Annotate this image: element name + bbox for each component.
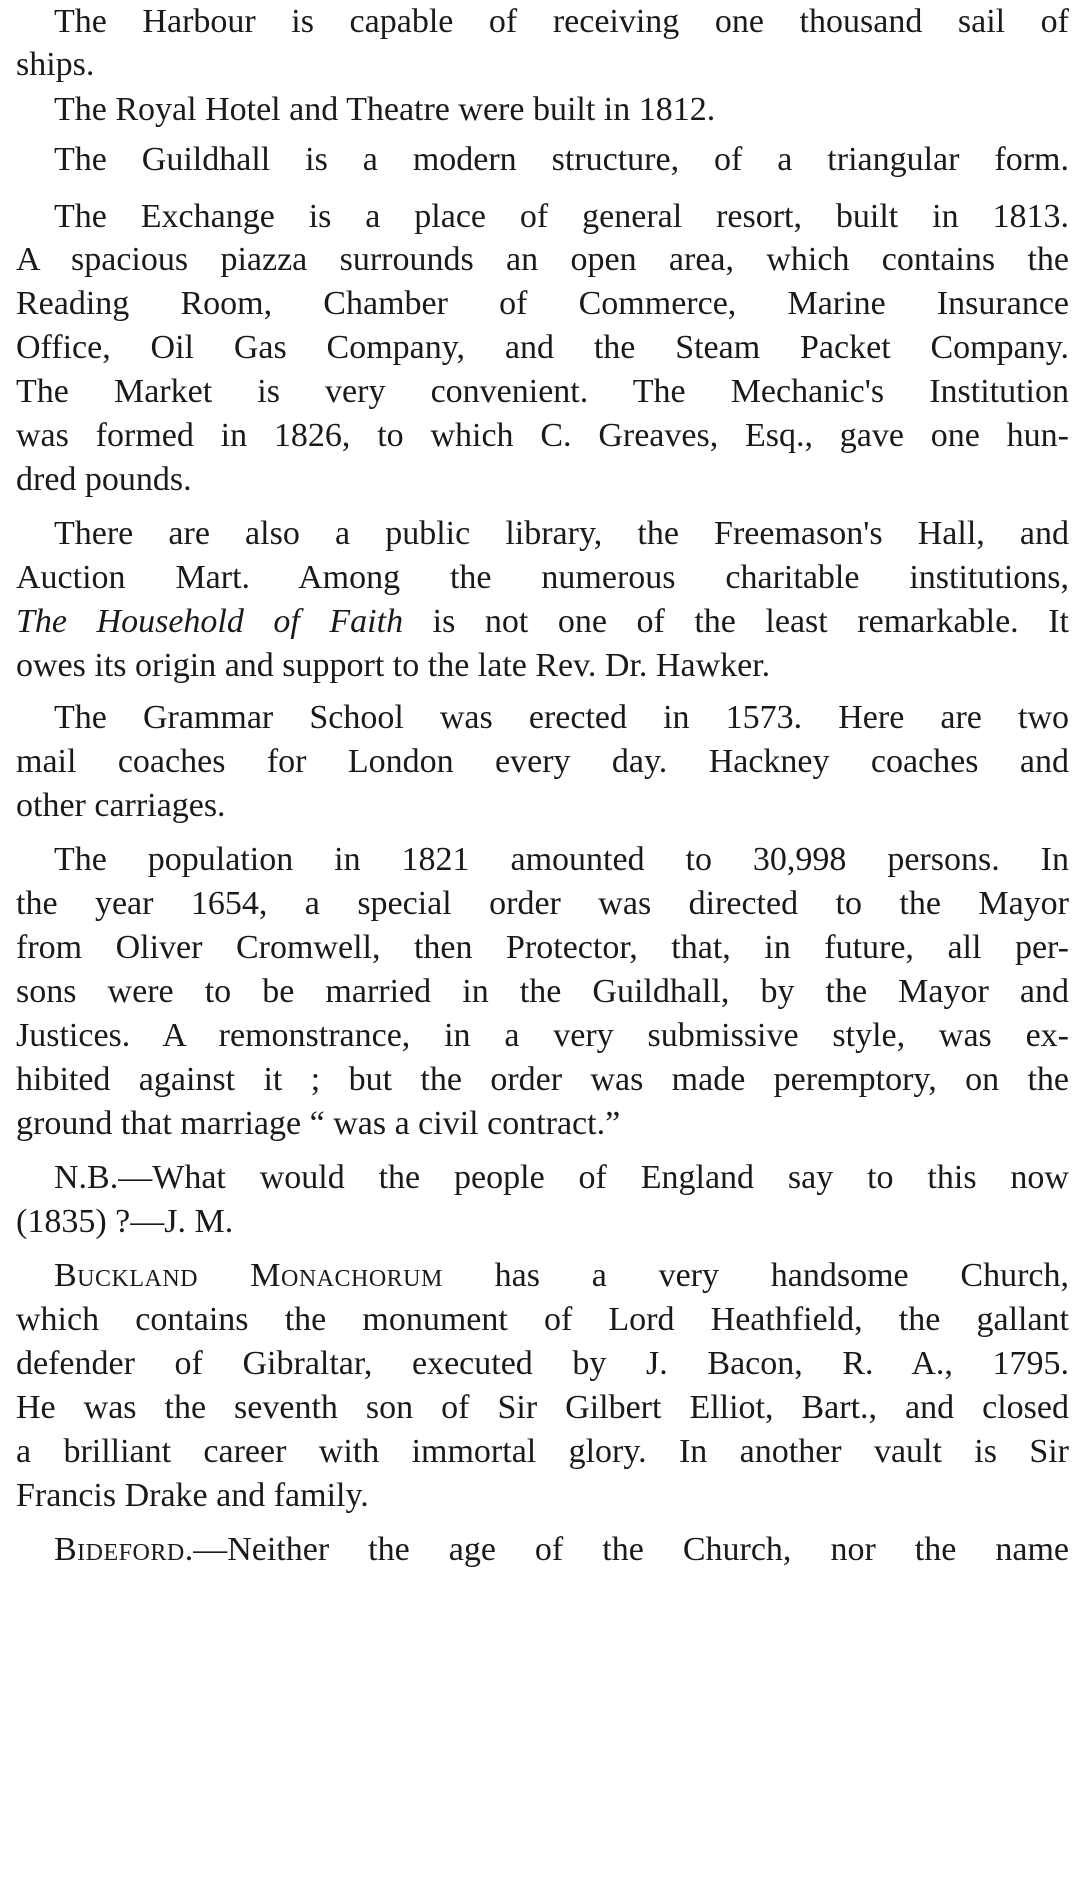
text-line — [16, 416, 1069, 456]
text-line — [16, 928, 1069, 968]
line-text: A spacious piazza surrounds an open area, which contains the — [16, 241, 1069, 278]
italic-title: The Household of Faith — [16, 603, 404, 640]
line-text: dred pounds. — [16, 461, 192, 498]
text-line — [16, 514, 1069, 554]
text-line — [16, 972, 1069, 1012]
line-text: N.B.—What would the people of England say to this now — [54, 1159, 1069, 1196]
text-line — [16, 1060, 1069, 1100]
line-text: the year 1654, a special order was directed to the Mayor — [16, 885, 1069, 922]
text-line — [16, 1530, 1069, 1570]
line-text: from Oliver Cromwell, then Protector, that, in future, all per- — [16, 929, 1069, 966]
text-line — [16, 698, 1069, 738]
text-line — [16, 1202, 1069, 1242]
line-text: The Market is very convenient. The Mechanic's Institution — [16, 373, 1069, 410]
text-line — [16, 328, 1069, 368]
line-text: He was the seventh son of Sir Gilbert Elliot, Bart., and closed — [16, 1389, 1069, 1426]
line-text: hibited against it ; but the order was made peremptory, on the — [16, 1061, 1069, 1098]
line-text: The Royal Hotel and Theatre were built in 1812. — [54, 91, 716, 128]
line-text: ships. — [16, 46, 95, 83]
line-text: The population in 1821 amounted to 30,998 persons. In — [54, 841, 1069, 878]
line-text: owes its origin and support to the late Rev. Dr. Hawker. — [16, 647, 771, 684]
line-text: ground that marriage “ was a civil contract.” — [16, 1105, 621, 1142]
text-line — [16, 1016, 1069, 1056]
text-line — [16, 140, 1069, 180]
text-line — [16, 2, 1069, 42]
text-line — [16, 1256, 1069, 1296]
text-line — [16, 786, 1069, 826]
text-line — [16, 646, 1069, 686]
line-text: sons were to be married in the Guildhall, by the Mayor and — [16, 973, 1069, 1010]
text-line — [16, 460, 1069, 500]
text-line — [16, 1344, 1069, 1384]
line-text: a brilliant career with immortal glory. In another vault is Sir — [16, 1433, 1069, 1470]
line-text: Auction Mart. Among the numerous charitable institutions, — [16, 559, 1069, 596]
text-line — [16, 1300, 1069, 1340]
line-text: is not one of the least remarkable. It — [403, 603, 1069, 640]
text-line — [16, 284, 1069, 324]
text-line — [16, 197, 1069, 237]
line-text: Reading Room, Chamber of Commerce, Marine Insurance — [16, 285, 1069, 322]
text-line — [16, 602, 1069, 642]
line-text: other carriages. — [16, 787, 226, 824]
place-heading: Buckland Monachorum — [54, 1257, 443, 1294]
line-text: The Exchange is a place of general resort, built in 1813. — [54, 198, 1069, 235]
line-text: The Guildhall is a modern structure, of a triangular form. — [54, 141, 1069, 178]
text-line — [16, 90, 1069, 130]
text-line — [16, 1104, 1069, 1144]
text-line — [16, 840, 1069, 880]
text-line — [16, 742, 1069, 782]
line-text: mail coaches for London every day. Hackney coaches and — [16, 743, 1069, 780]
text-line — [16, 1476, 1069, 1516]
line-text: was formed in 1826, to which C. Greaves, Esq., gave one hun- — [16, 417, 1069, 454]
line-text: .—Neither the age of the Church, nor the name — [184, 1531, 1069, 1568]
text-line — [16, 372, 1069, 412]
line-text: defender of Gibraltar, executed by J. Bacon, R. A., 1795. — [16, 1345, 1069, 1382]
text-line — [16, 1388, 1069, 1428]
place-heading: Bideford — [54, 1531, 185, 1568]
text-line — [16, 45, 1069, 85]
line-text: The Harbour is capable of receiving one thousand sail of — [54, 3, 1069, 40]
line-text: which contains the monument of Lord Heathfield, the gallant — [16, 1301, 1069, 1338]
text-line — [16, 1432, 1069, 1472]
line-text: Francis Drake and family. — [16, 1477, 369, 1514]
line-text: (1835) ?—J. M. — [16, 1203, 234, 1240]
line-text: has a very handsome Church, — [442, 1257, 1069, 1294]
line-text: Office, Oil Gas Company, and the Steam Packet Company. — [16, 329, 1069, 366]
text-line — [16, 240, 1069, 280]
line-text: Justices. A remonstrance, in a very submissive style, was ex- — [16, 1017, 1069, 1054]
line-text: The Grammar School was erected in 1573. Here are two — [54, 699, 1069, 736]
text-line — [16, 1158, 1069, 1198]
text-line — [16, 884, 1069, 924]
line-text: There are also a public library, the Freemason's Hall, and — [54, 515, 1069, 552]
text-line — [16, 558, 1069, 598]
